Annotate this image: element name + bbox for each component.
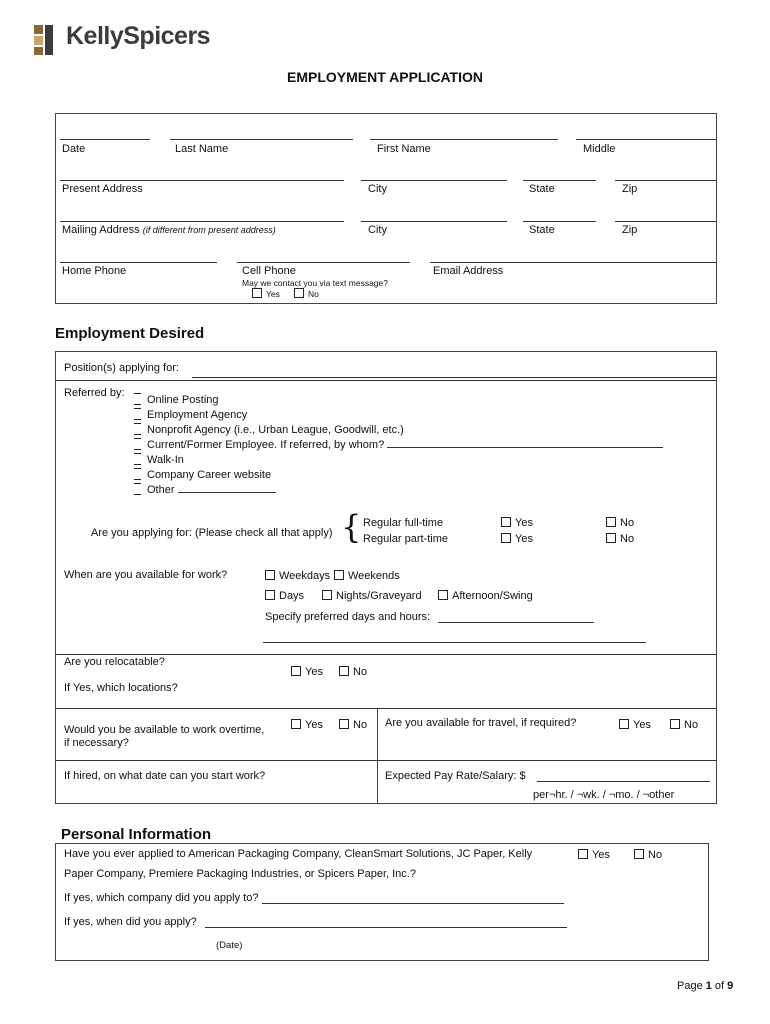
mailing-zip-label: Zip bbox=[622, 224, 638, 236]
referred-by-label: Referred by: bbox=[64, 387, 125, 399]
nights-option[interactable]: Nights/Graveyard bbox=[322, 590, 422, 602]
logo-mark-icon bbox=[34, 22, 62, 56]
checkbox-icon[interactable] bbox=[134, 393, 141, 405]
middle-field[interactable] bbox=[576, 139, 716, 140]
positions-field[interactable] bbox=[192, 377, 716, 378]
start-date-label: If hired, on what date can you start work? bbox=[64, 770, 266, 782]
mailing-city-label: City bbox=[368, 224, 387, 236]
date-hint: (Date) bbox=[216, 940, 243, 951]
travel-yes[interactable]: Yes bbox=[619, 719, 651, 731]
checkbox-icon[interactable] bbox=[134, 423, 141, 435]
checkbox-icon[interactable] bbox=[265, 570, 275, 580]
mailing-state-field[interactable] bbox=[523, 221, 596, 222]
specify-hours-label: Specify preferred days and hours: bbox=[265, 611, 431, 623]
checkbox-icon[interactable] bbox=[606, 533, 616, 543]
present-city-field[interactable] bbox=[361, 180, 507, 181]
checkbox-icon[interactable] bbox=[334, 570, 344, 580]
last-name-label: Last Name bbox=[175, 143, 229, 155]
home-phone-field[interactable] bbox=[60, 262, 217, 263]
checkbox-icon[interactable] bbox=[134, 408, 141, 420]
logo-text: KellySpicers bbox=[66, 22, 211, 50]
referral-other-field[interactable] bbox=[178, 483, 276, 493]
availability-label: When are you available for work? bbox=[64, 569, 228, 581]
applied-before-label-1: Have you ever applied to American Packaging Company, CleanSmart Solutions, JC Paper, Kelly bbox=[64, 848, 533, 860]
text-consent-question: May we contact you via text message? bbox=[242, 278, 388, 288]
checkbox-icon[interactable] bbox=[252, 288, 262, 298]
present-address-field[interactable] bbox=[60, 180, 344, 181]
referral-walkin[interactable]: Walk-In bbox=[134, 453, 663, 468]
referral-agency[interactable]: Employment Agency bbox=[134, 408, 663, 423]
page-title: EMPLOYMENT APPLICATION bbox=[287, 69, 483, 85]
date-label: Date bbox=[62, 143, 86, 155]
checkbox-icon[interactable] bbox=[294, 288, 304, 298]
checkbox-icon[interactable] bbox=[265, 590, 275, 600]
mailing-zip-field[interactable] bbox=[615, 221, 716, 222]
parttime-yes[interactable]: Yes bbox=[501, 533, 533, 545]
fulltime-label: Regular full-time bbox=[363, 517, 444, 529]
applied-before-yes[interactable]: Yes bbox=[578, 849, 610, 861]
checkbox-icon[interactable] bbox=[619, 719, 629, 729]
cell-phone-field[interactable] bbox=[237, 262, 410, 263]
mailing-state-label: State bbox=[529, 224, 555, 236]
checkbox-icon[interactable] bbox=[134, 438, 141, 450]
checkbox-icon[interactable] bbox=[322, 590, 332, 600]
relocation-divider bbox=[56, 708, 716, 709]
mailing-city-field[interactable] bbox=[361, 221, 507, 222]
company-logo bbox=[34, 22, 234, 58]
checkbox-icon[interactable] bbox=[291, 719, 301, 729]
applied-before-label-2: Paper Company, Premiere Packaging Industries, or Spicers Paper, Inc.? bbox=[64, 868, 416, 880]
last-name-field[interactable] bbox=[170, 139, 353, 140]
checkbox-icon[interactable] bbox=[339, 666, 349, 676]
present-address-label: Present Address bbox=[62, 183, 143, 195]
which-company-field[interactable] bbox=[262, 903, 564, 904]
mailing-address-label: Mailing Address (if different from present address) bbox=[62, 224, 276, 236]
personal-information-heading: Personal Information bbox=[61, 826, 212, 843]
travel-label: Are you available for travel, if required? bbox=[385, 717, 577, 729]
referral-online[interactable]: Online Posting bbox=[134, 393, 663, 408]
specify-hours-field-2[interactable] bbox=[263, 642, 646, 643]
text-consent-yes[interactable]: Yes bbox=[252, 288, 280, 299]
weekdays-option[interactable]: Weekdays bbox=[265, 570, 330, 582]
email-field[interactable] bbox=[430, 262, 716, 263]
weekends-option[interactable]: Weekends bbox=[334, 570, 400, 582]
fulltime-no[interactable]: No bbox=[606, 517, 634, 529]
home-phone-label: Home Phone bbox=[62, 265, 127, 277]
first-name-label: First Name bbox=[377, 143, 431, 155]
cell-phone-label: Cell Phone bbox=[242, 265, 296, 277]
afternoon-option[interactable]: Afternoon/Swing bbox=[438, 590, 533, 602]
page-number: Page 1 of 9 bbox=[677, 980, 734, 992]
applicant-info-box bbox=[55, 113, 717, 304]
checkbox-icon[interactable] bbox=[634, 849, 644, 859]
referral-employee[interactable]: Current/Former Employee. If referred, by whom? bbox=[134, 438, 663, 453]
which-company-label: If yes, which company did you apply to? bbox=[64, 892, 259, 904]
overtime-divider bbox=[56, 760, 716, 761]
fulltime-yes[interactable]: Yes bbox=[501, 517, 533, 529]
present-zip-label: Zip bbox=[622, 183, 638, 195]
checkbox-icon[interactable] bbox=[339, 719, 349, 729]
date-field[interactable] bbox=[60, 139, 150, 140]
present-state-field[interactable] bbox=[523, 180, 596, 181]
applying-for-label: Are you applying for: (Please check all that apply) bbox=[91, 527, 333, 539]
checkbox-icon[interactable] bbox=[134, 483, 141, 495]
referral-nonprofit[interactable]: Nonprofit Agency (i.e., Urban League, Goodwill, etc.) bbox=[134, 423, 663, 438]
overtime-yes[interactable]: Yes bbox=[291, 719, 323, 731]
mailing-note: (if different from present address) bbox=[142, 225, 276, 235]
checkbox-icon[interactable] bbox=[134, 468, 141, 480]
referral-website[interactable]: Company Career website bbox=[134, 468, 663, 483]
present-zip-field[interactable] bbox=[615, 180, 716, 181]
present-state-label: State bbox=[529, 183, 555, 195]
availability-divider bbox=[56, 654, 716, 655]
when-applied-label: If yes, when did you apply? bbox=[64, 916, 197, 928]
overtime-no[interactable]: No bbox=[339, 719, 367, 731]
overtime-label-1: Would you be available to work overtime, bbox=[64, 724, 265, 736]
applied-before-no[interactable]: No bbox=[634, 849, 662, 861]
checkbox-icon[interactable] bbox=[578, 849, 588, 859]
checkbox-icon[interactable] bbox=[291, 666, 301, 676]
positions-divider bbox=[56, 380, 716, 381]
checkbox-icon[interactable] bbox=[606, 517, 616, 527]
employment-desired-heading: Employment Desired bbox=[55, 325, 205, 342]
overtime-label-2: if necessary? bbox=[64, 737, 129, 749]
positions-label: Position(s) applying for: bbox=[64, 362, 179, 374]
parttime-label: Regular part-time bbox=[363, 533, 448, 545]
checkbox-icon[interactable] bbox=[438, 590, 448, 600]
present-city-label: City bbox=[368, 183, 387, 195]
parttime-no[interactable]: No bbox=[606, 533, 634, 545]
travel-no[interactable]: No bbox=[670, 719, 698, 731]
first-name-field[interactable] bbox=[370, 139, 558, 140]
text-consent-no[interactable]: No bbox=[294, 288, 319, 299]
referrer-name-field[interactable] bbox=[387, 438, 663, 448]
which-locations-label: If Yes, which locations? bbox=[64, 682, 178, 694]
checkbox-icon[interactable] bbox=[134, 453, 141, 465]
relocatable-yes[interactable]: Yes bbox=[291, 666, 323, 678]
days-option[interactable]: Days bbox=[265, 590, 304, 602]
mailing-address-field[interactable] bbox=[60, 221, 344, 222]
pay-rate-field[interactable] bbox=[537, 781, 710, 782]
checkbox-icon[interactable] bbox=[501, 533, 511, 543]
relocatable-label: Are you relocatable? bbox=[64, 656, 165, 668]
pay-units[interactable]: per¬hr. / ¬wk. / ¬mo. / ¬other bbox=[533, 789, 675, 801]
overtime-travel-divider bbox=[377, 709, 378, 803]
referral-options bbox=[134, 393, 663, 498]
relocatable-no[interactable]: No bbox=[339, 666, 367, 678]
when-applied-field[interactable] bbox=[205, 927, 567, 928]
specify-hours-field[interactable] bbox=[438, 622, 594, 623]
pay-rate-label: Expected Pay Rate/Salary: $ bbox=[385, 770, 526, 782]
checkbox-icon[interactable] bbox=[670, 719, 680, 729]
brace-icon: { bbox=[341, 508, 362, 546]
checkbox-icon[interactable] bbox=[501, 517, 511, 527]
middle-label: Middle bbox=[583, 143, 616, 155]
email-label: Email Address bbox=[433, 265, 504, 277]
referral-other[interactable]: Other bbox=[134, 483, 663, 498]
